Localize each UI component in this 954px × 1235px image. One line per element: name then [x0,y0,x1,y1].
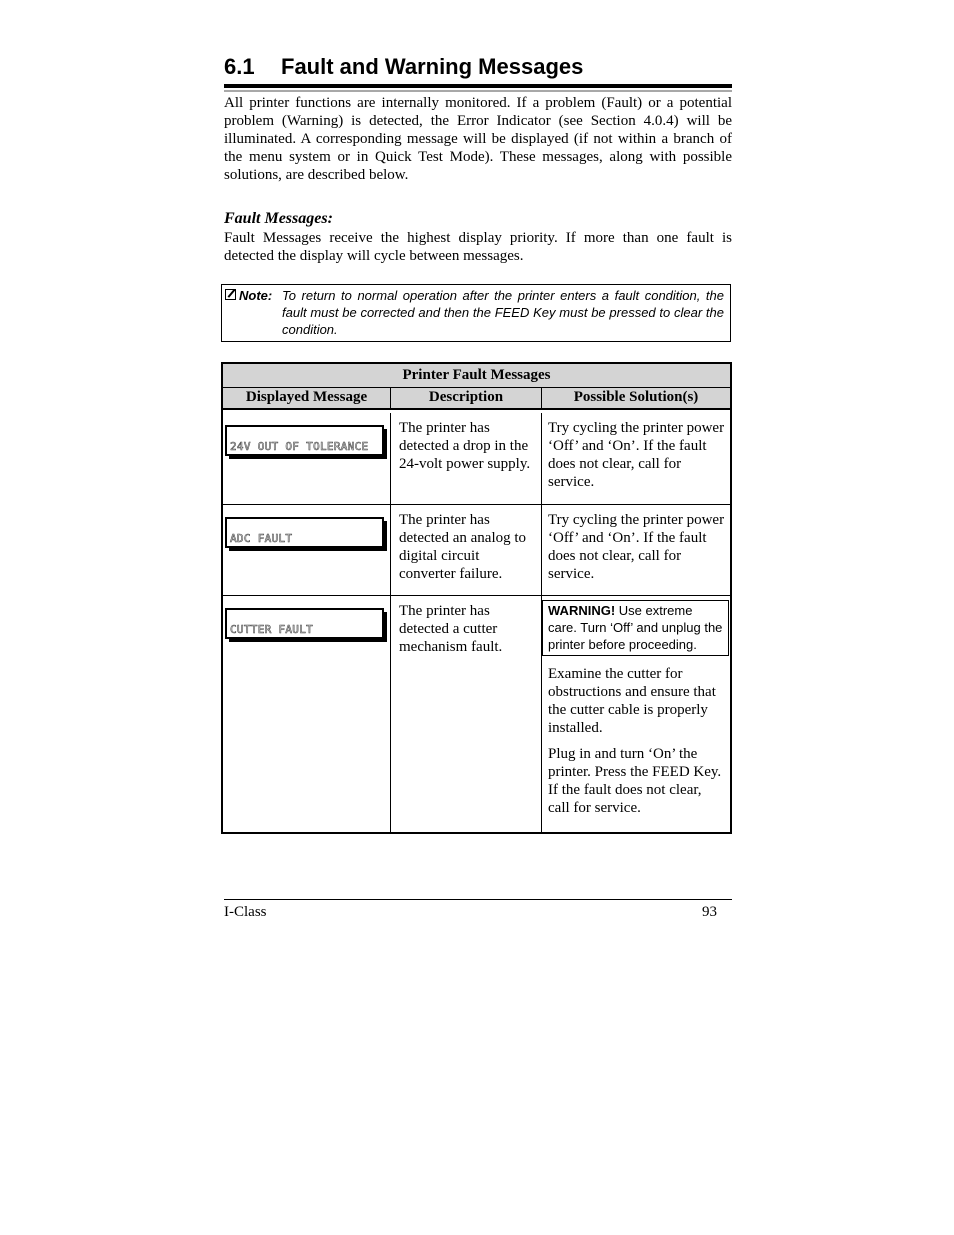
lcd-text: ADC FAULT [230,531,293,545]
lcd-display [225,608,384,639]
description-cell: The printer has detected a cutter mechanism fault. [391,595,542,833]
document-page [224,52,732,834]
solution-text-2: Plug in and turn ‘On’ the printer. Press the FEED Key. If the fault does not clear, call for service. [548,745,722,816]
column-header-solution: Possible Solution(s) [542,388,732,410]
solution-cell: Try cycling the printer power ‘Off’ and ‘On’. If the fault does not clear, call for service. [542,413,732,504]
lcd-text: CUTTER FAULT [230,622,314,636]
warning-text: Use extreme care. Turn ‘Off’ and unplug the printer before proceeding. [548,602,723,652]
warning-box [542,600,729,656]
solution-text: Examine the cutter for obstructions and ensure that the cutter cable is properly installed. [548,665,716,736]
warning-label: WARNING! [548,602,616,618]
table-title: Printer Fault Messages [222,363,731,388]
solution-cell [542,595,732,833]
title-rule [224,84,732,94]
note-lead [225,287,272,304]
note-box [221,284,731,342]
lcd-display [225,425,384,456]
table-row [222,504,731,595]
checkbox-icon [225,289,236,300]
column-header-description: Description [391,388,542,410]
page-number: 93 [702,904,717,920]
section-number: 6.1 [224,54,255,79]
description-cell: The printer has detected an analog to digital circuit converter failure. [391,504,542,595]
message-cell [222,413,391,504]
message-cell [222,595,391,833]
fault-messages-heading: Fault Messages: [224,210,333,227]
page-footer [224,899,732,920]
table-row [222,413,731,504]
section-title-text: Fault and Warning Messages [281,54,584,79]
table-row [222,595,731,833]
message-cell [222,504,391,595]
printer-fault-table [221,362,732,834]
note-label: Note: [239,288,273,303]
description-cell: The printer has detected a drop in the 24-volt power supply. [391,413,542,504]
intro-paragraph: All printer functions are internally monitored. If a problem (Fault) or a potential problem (Warning) is detected, the Error Indicator (see Section 4.0.4) will be illuminated. A corresponding message will be displayed (if not within a branch of the menu system or in Quick Test Mode). These messages, along with possible solutions, are described below. [224,95,732,183]
note-text: To return to normal operation after the printer enters a fault condition, the fault must be corrected and then the FEED Key must be pressed to clear the condition. [282,288,724,337]
solution-cell: Try cycling the printer power ‘Off’ and ‘On’. If the fault does not clear, call for service. [542,504,732,595]
column-header-message: Displayed Message [222,388,391,410]
lcd-text: 24V OUT OF TOLERANCE [230,440,369,453]
fault-messages-paragraph: Fault Messages receive the highest display priority. If more than one fault is detected the display will cycle between messages. [224,230,732,264]
footer-product: I-Class [224,904,267,920]
lcd-display [225,517,384,548]
section-title [224,52,732,82]
